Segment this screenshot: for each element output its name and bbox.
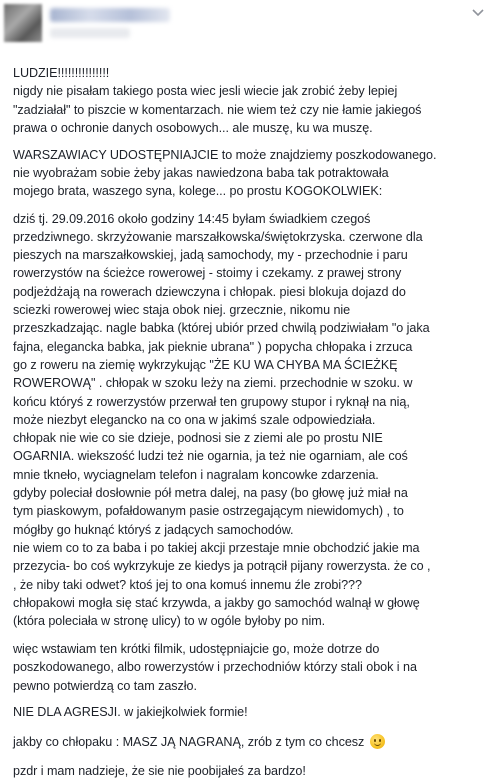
post-text-line: jakby co chłopaku : MASZ JĄ NAGRANĄ, zrób z tym co chcesz (13, 733, 491, 751)
post-text-line: pzdr i mam nadzieje, że sie nie poobijałeś za bardzo! (13, 764, 306, 779)
post-text-line: może niezbyt elegancko na co ona w jakimś szale odpowiedziała. (13, 412, 376, 427)
post-text-line: OGARNIA. wiekszość ludzi też nie ogarnia, ja też nie ogarniam, ale coś (13, 449, 408, 464)
post-text-line: poszkodowanego, albo rowerzystów i przechodniów którzy stali obok i na (13, 660, 417, 675)
post-text-line: chłopak nie wie co sie dzieje, podnosi sie z ziemi ale po prostu NIE (13, 431, 383, 446)
post-text-line: mnie tkneło, wyciagnelam telefon i nagralam koncowke zdarzenia. (13, 467, 379, 482)
paragraph-story (13, 210, 491, 631)
post-text-line: dziś tj. 29.09.2016 około godziny 14:45 byłam świadkiem czegoś (13, 211, 371, 226)
post-text-line: nie wyobrażam sobie żeby jakas nawiedzona baba tak potraktowała (13, 165, 389, 180)
post-text-line: końcu któryś z rowerzystów przerwał ten grupowy stupor i ryknął na nią, (13, 394, 410, 409)
post-text-line: (która poleciała w stronę ulicy) to w ogóle byłoby po nim. (13, 614, 326, 629)
smile-emoji-icon (370, 734, 385, 749)
post-text-line: prawa o ochronie danych osobowych... ale muszę, ku wa muszę. (13, 120, 373, 135)
post-meta-blurred (50, 28, 130, 38)
post-text-line: NIE DLA AGRESJI. w jakiejkolwiek formie! (13, 705, 248, 720)
post-text-line: tym piaskowym, pofałdowanym pasie ostrzegającym niewidomych) , to (13, 504, 404, 519)
post-text-line: mógłby go huknąć któryś z jadących samochodów. (13, 522, 294, 537)
post-text-line: nigdy nie pisałam takiego posta wiec jesli wiecie jak zrobić żeby lepiej (13, 84, 398, 99)
post-text-line: , że niby taki odwet? ktoś jej to ona komuś innemu źle zrobi??? (13, 577, 362, 592)
post-text-line: przezycia- bo coś wykrzykuje ze kiedys ja potrącił pijany rowerzysta. że co , (13, 559, 431, 574)
post-text-line: go z roweru na ziemię wykrzykując "ŻE KU WA CHYBA MA ŚCIEŻKĘ (13, 357, 398, 372)
post-text-line: mojego brata, waszego syna, kolege... po prostu KOGOKOLWIEK: (13, 184, 383, 199)
author-name-blurred[interactable] (50, 8, 170, 22)
post-body (13, 64, 491, 781)
post-text-line: fajna, elegancka babka, jak pieknie ubrana" ) popycha chłopaka i zrzuca (13, 339, 413, 354)
post-text-line: pieszych na marszałkowskiej, jadą samochody, my - przechodnie i paru (13, 248, 408, 263)
post-text-line: gdyby poleciał dosłownie pół metra dalej, na pasy (bo głowę już miał na (13, 486, 408, 501)
author-avatar-blurred[interactable] (4, 4, 42, 42)
post-text-line: "zadziałał" to piszcie w komentarzach. nie wiem też czy nie łamie jakiegoś (13, 102, 422, 117)
paragraph-appeal (13, 146, 491, 201)
post-text-line: rowerzystów na ścieżce rowerowej - stoimy i czekamy. z prawej strony (13, 266, 402, 281)
paragraph-share (13, 640, 491, 695)
post-text-line: chłopakowi mogła się stać krzywda, a jakby go samochód walnął w głowę (13, 595, 420, 610)
post-text-line: nie wiem co to za baba i po takiej akcji przestaje mnie obchodzić jakie ma (13, 540, 420, 555)
post-text-line: przeszkadzając. nagle babka (której ubiór przed chwilą podziwiałam "o jaka (13, 321, 430, 336)
post-text-line: WARSZAWIACY UDOSTĘPNIAJCIE to może znajdziemy poszkodowanego. (13, 147, 437, 162)
post-text-line: sciezki rowerowej wiec staja obok niej. grzecznie, nikomu nie (13, 303, 351, 318)
post-text-line: przedziwnego. skrzyżowanie marszałkowska/świętokrzyska. czerwone dla (13, 229, 423, 244)
post-text-line: ROWEROWĄ" . chłopak w szoku leży na ziemi. przechodnie w szoku. w (13, 376, 413, 391)
paragraph-intro (13, 64, 491, 137)
post-text-line: podjeżdżają na rowerach dziewczyna i chłopak. piesi blokuja dojazd do (13, 284, 406, 299)
paragraph-closing (13, 762, 491, 780)
post-text-line: LUDZIE!!!!!!!!!!!!!!! (13, 66, 110, 80)
post-text-line: pewno potwierdzą co tam zaszło. (13, 678, 197, 693)
post-header (0, 0, 495, 60)
paragraph-no-aggression (13, 703, 491, 721)
chevron-down-icon[interactable] (471, 8, 485, 18)
post-text-line: więc wstawiam ten krótki filmik, udostępniajcie go, może dotrze do (13, 641, 380, 656)
paragraph-to-boy (13, 733, 491, 751)
